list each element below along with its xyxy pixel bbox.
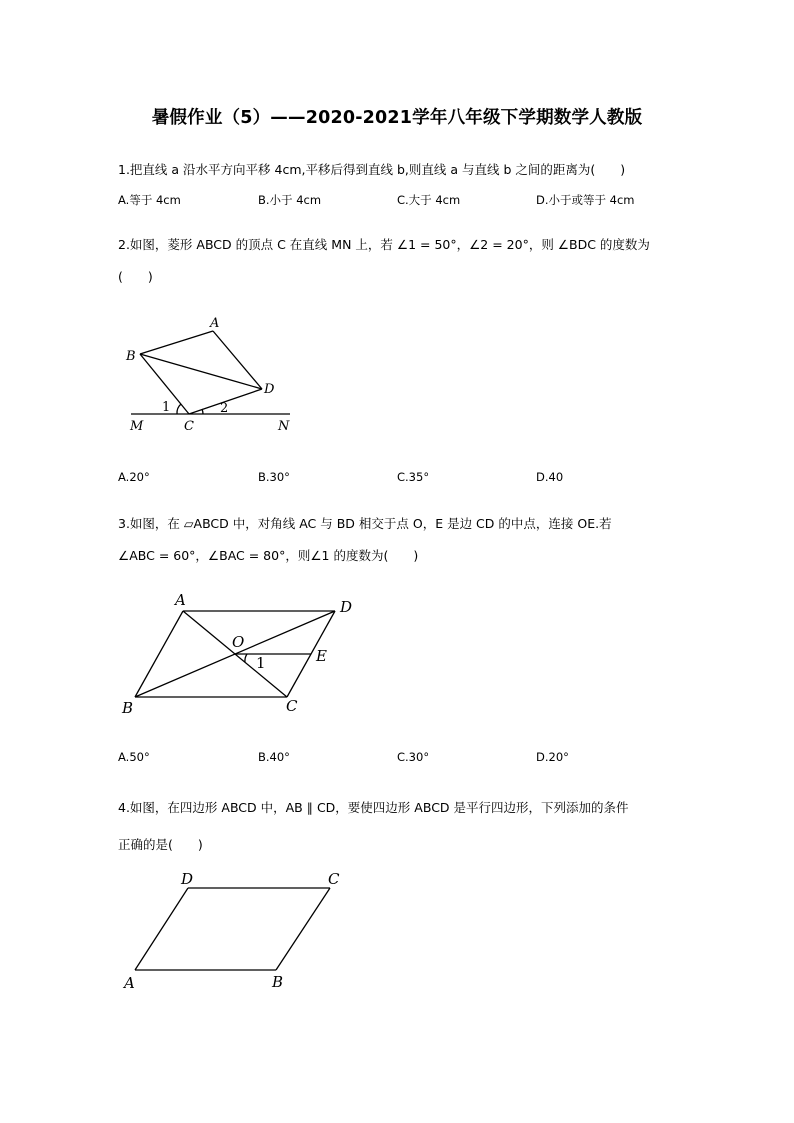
question-2-stem-line-1: 2.如图，菱形 ABCD 的顶点 C 在直线 MN 上，若 ∠1 = 50°，∠2 = 20°，则 ∠BDC 的度数为 bbox=[118, 237, 650, 252]
question-2-option-b: B.30° bbox=[258, 470, 290, 484]
q3-label-b: B bbox=[122, 699, 134, 717]
q2-label-angle-1: 1 bbox=[162, 400, 171, 415]
question-4-stem-line-2: 正确的是( ) bbox=[118, 837, 203, 852]
q3-label-o: O bbox=[232, 633, 245, 651]
question-3-stem-line-2: ∠ABC = 60°，∠BAC = 80°，则∠1 的度数为( ) bbox=[118, 548, 419, 563]
q4-label-d: D bbox=[181, 870, 194, 888]
q2-label-n: N bbox=[278, 419, 290, 434]
question-4-stem-line-1: 4.如图，在四边形 ABCD 中，AB ∥ CD，要使四边形 ABCD 是平行四边形，下列添加的条件 bbox=[118, 800, 629, 815]
question-2-stem-line-2: ( ) bbox=[118, 269, 153, 284]
q4-label-c: C bbox=[328, 870, 340, 888]
question-1-option-a: A.等于 4cm bbox=[118, 193, 181, 207]
question-3-option-a: A.50° bbox=[118, 750, 150, 764]
question-3-option-b: B.40° bbox=[258, 750, 290, 764]
q4-label-a: A bbox=[124, 974, 135, 992]
q2-label-b: B bbox=[126, 349, 136, 364]
q2-label-d: D bbox=[264, 382, 275, 397]
q2-label-a: A bbox=[210, 316, 220, 331]
page-title: 暑假作业（5）——2020-2021学年八年级下学期数学人教版 bbox=[151, 108, 643, 128]
q3-label-c: C bbox=[286, 697, 298, 715]
q2-label-m: M bbox=[130, 419, 144, 434]
question-2-option-a: A.20° bbox=[118, 470, 150, 484]
question-3-option-d: D.20° bbox=[536, 750, 569, 764]
q2-label-angle-2: 2 bbox=[220, 401, 229, 416]
q2-label-c: C bbox=[184, 419, 194, 434]
question-3-stem-line-1: 3.如图，在 ▱ABCD 中，对角线 AC 与 BD 相交于点 O，E 是边 CD 的中点，连接 OE.若 bbox=[118, 516, 612, 531]
q4-label-b: B bbox=[272, 973, 284, 991]
question-1-option-d: D.小于或等于 4cm bbox=[536, 193, 635, 207]
q3-label-a: A bbox=[175, 591, 186, 609]
question-1-option-b: B.小于 4cm bbox=[258, 193, 322, 207]
q3-label-d: D bbox=[340, 598, 353, 616]
question-2-option-c: C.35° bbox=[397, 470, 430, 484]
question-1-stem: 1.把直线 a 沿水平方向平移 4cm,平移后得到直线 b,则直线 a 与直线 b 之间的距离为( ) bbox=[118, 162, 626, 177]
question-3-option-c: C.30° bbox=[397, 750, 430, 764]
q3-label-angle-1: 1 bbox=[256, 654, 266, 672]
q3-label-e: E bbox=[316, 647, 327, 665]
question-1-option-c: C.大于 4cm bbox=[397, 193, 461, 207]
question-2-option-d: D.40 bbox=[536, 470, 564, 484]
